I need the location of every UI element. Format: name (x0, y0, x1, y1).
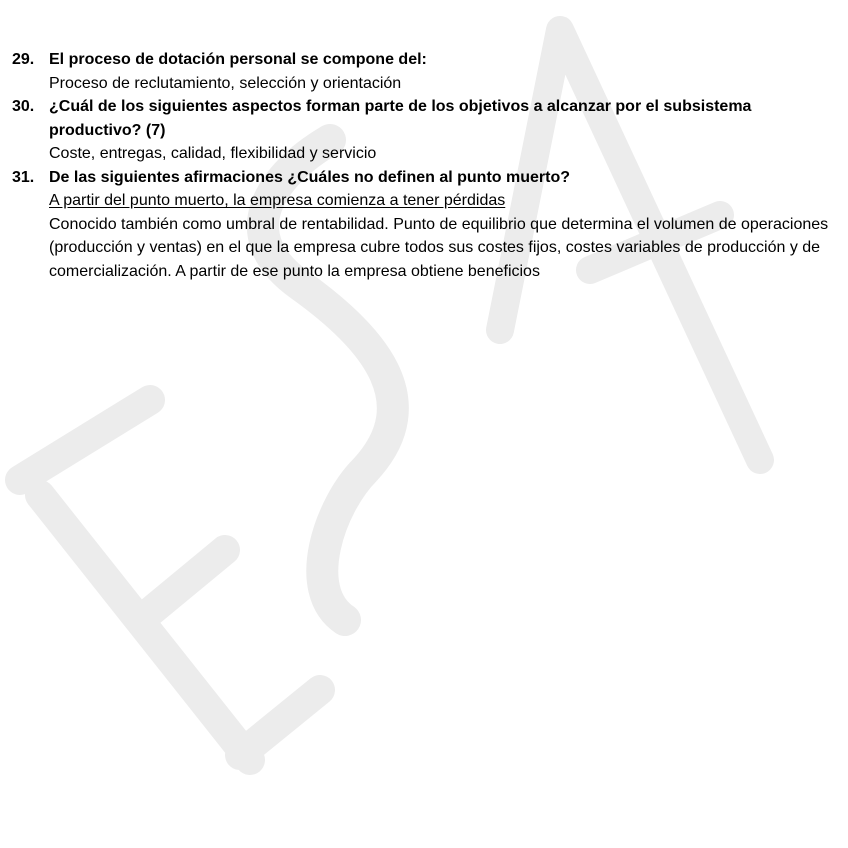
answer-text: Conocido también como umbral de rentabilidad. Punto de equilibrio que determina el volumen de operaciones (producción y ventas) en el que la empresa cubre todos sus costes fijos, costes variables de producción y de comercialización. A partir de ese punto la empresa obtiene beneficios (49, 215, 829, 280)
question-number: 29. (12, 51, 35, 68)
question-list (12, 48, 838, 283)
question-29 (12, 48, 838, 95)
answer-text-underlined: A partir del punto muerto, la empresa comienza a tener pérdidas (49, 192, 506, 209)
question-30 (12, 95, 838, 166)
question-number: 30. (12, 98, 35, 115)
answer-text: Proceso de reclutamiento, selección y orientación (49, 74, 402, 92)
question-number: 31. (12, 168, 35, 186)
question-text: ¿Cuál de los siguientes aspectos forman parte de los objetivos a alcanzar por el subsistema productivo? (7) (49, 98, 752, 139)
watermark-letter-e (20, 400, 320, 760)
question-text: De las siguientes afirmaciones ¿Cuáles no definen al punto muerto? (49, 168, 570, 186)
question-text: El proceso de dotación personal se compone del: (49, 51, 427, 68)
question-31 (12, 166, 838, 284)
answer-text: Coste, entregas, calidad, flexibilidad y servicio (49, 145, 377, 162)
